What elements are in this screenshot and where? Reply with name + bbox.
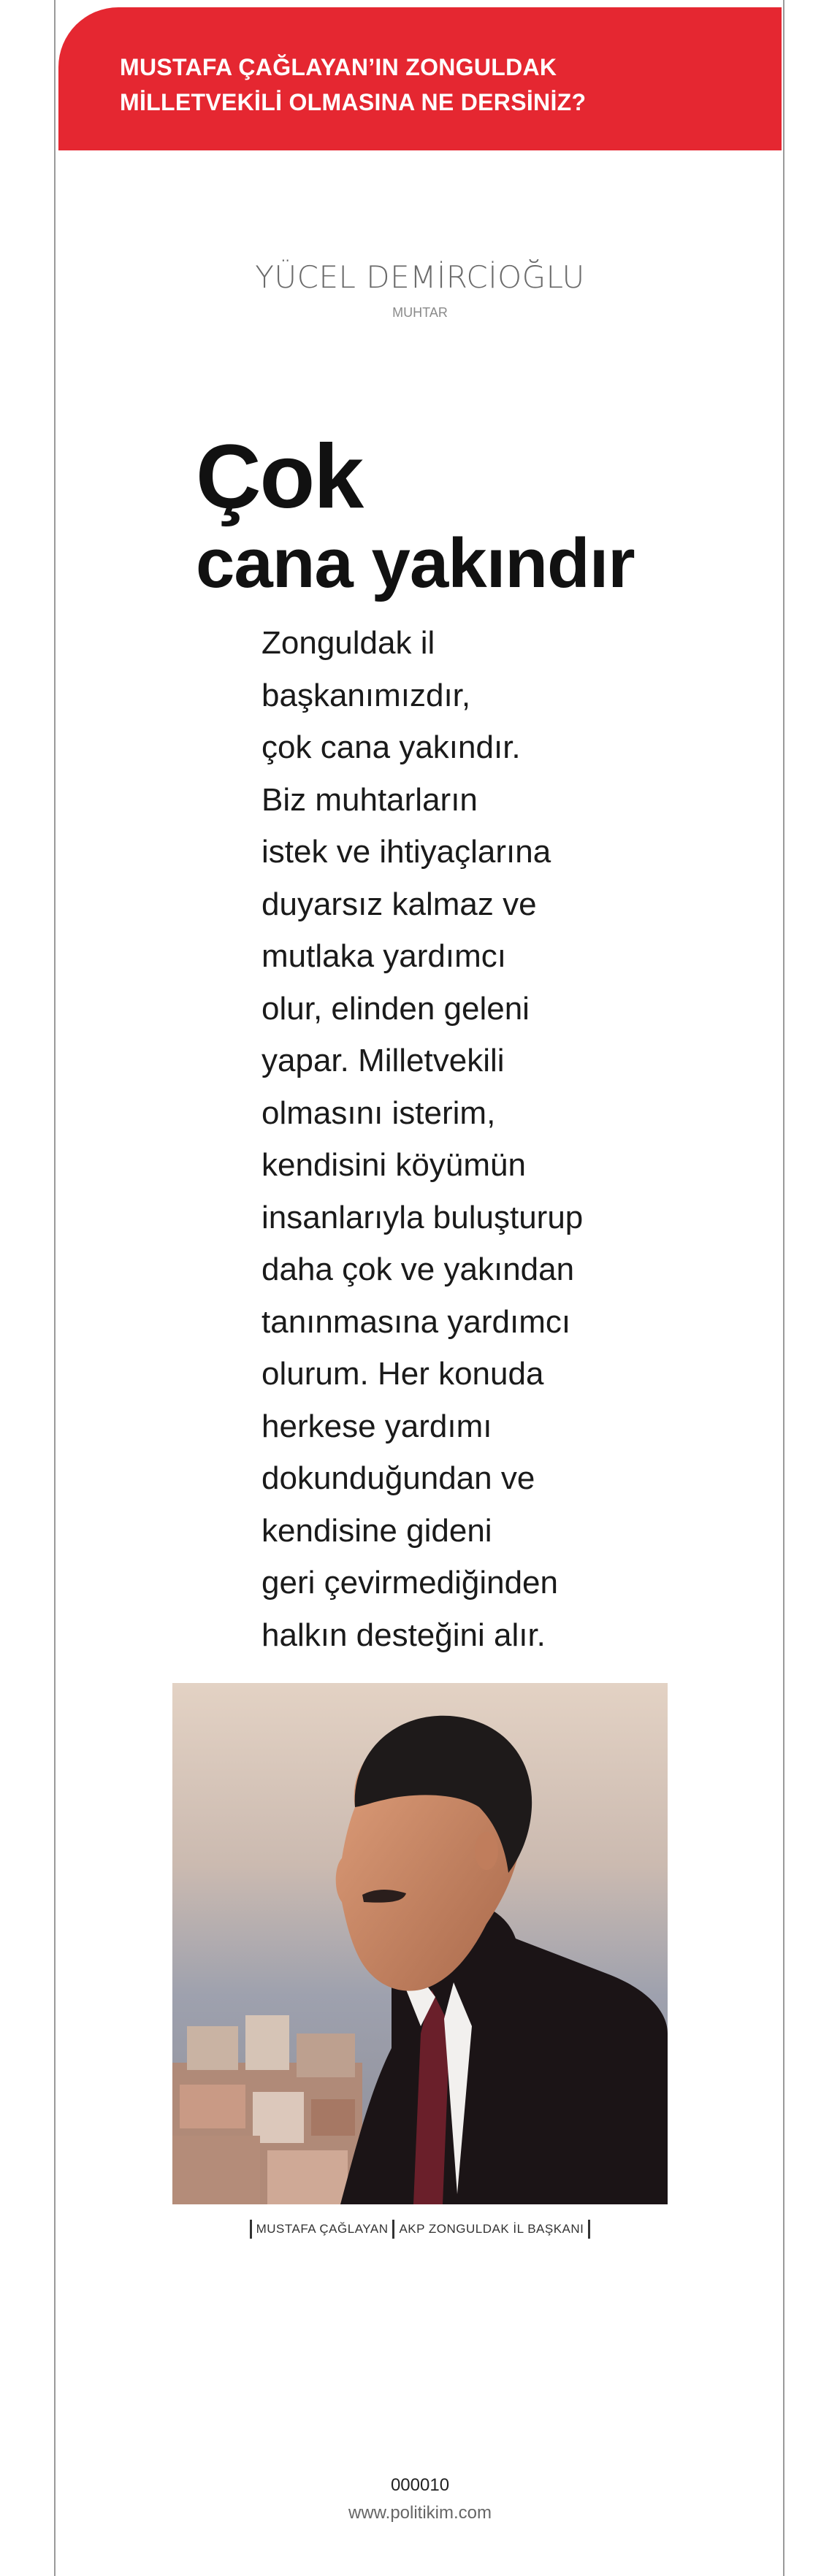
body-line: olmasını isterim, <box>261 1095 496 1131</box>
body-line: Zonguldak il <box>261 625 435 661</box>
caption-separator <box>588 2220 590 2239</box>
body-line: Biz muhtarların <box>261 781 478 818</box>
body-line: daha çok ve yakından <box>261 1251 575 1287</box>
byline-role: MUHTAR <box>392 305 448 320</box>
body-line: halkın desteğini alır. <box>261 1617 546 1653</box>
header-banner <box>58 7 782 150</box>
header-line-1: MUSTAFA ÇAĞLAYAN’IN ZONGULDAK <box>120 54 557 80</box>
photo-caption <box>0 2220 840 2239</box>
caption-name: MUSTAFA ÇAĞLAYAN <box>256 2222 389 2236</box>
body-line: insanlarıyla buluşturup <box>261 1199 584 1235</box>
caption-title: AKP ZONGULDAK İL BAŞKANI <box>399 2222 584 2236</box>
page-number: 000010 <box>390 2475 450 2495</box>
body-line: herkese yardımı <box>261 1408 492 1444</box>
website-link[interactable]: www.politikim.com <box>348 2503 492 2523</box>
body-line: olurum. Her konuda <box>261 1356 544 1392</box>
body-line: yapar. Milletvekili <box>261 1043 505 1078</box>
header-line-2: MİLLETVEKİLİ OLMASINA NE DERSİNİZ? <box>120 89 587 115</box>
body-line: tanınmasına yardımcı <box>261 1303 571 1340</box>
caption-separator <box>250 2220 252 2239</box>
caption-separator <box>392 2220 394 2239</box>
body-line: başkanımızdır, <box>261 677 471 713</box>
headline-line-1: Çok <box>196 426 363 527</box>
body-text <box>261 617 641 1661</box>
body-line: çok cana yakındır. <box>261 729 521 765</box>
headline-line-2: cana yakındır <box>196 524 635 602</box>
byline-name: YÜCEL DEMİRCİOĞLU <box>255 259 585 295</box>
body-line: kendisine gideni <box>261 1512 492 1549</box>
body-line: mutlaka yardımcı <box>261 938 506 974</box>
body-line: istek ve ihtiyaçlarına <box>261 834 551 870</box>
body-line: kendisini köyümün <box>261 1147 526 1183</box>
body-line: dokunduğundan ve <box>261 1460 535 1496</box>
body-line: duyarsız kalmaz ve <box>261 886 537 922</box>
body-line: geri çevirmediğinden <box>261 1565 558 1601</box>
body-line: olur, elinden geleni <box>261 990 530 1027</box>
portrait-photo <box>172 1683 668 2204</box>
